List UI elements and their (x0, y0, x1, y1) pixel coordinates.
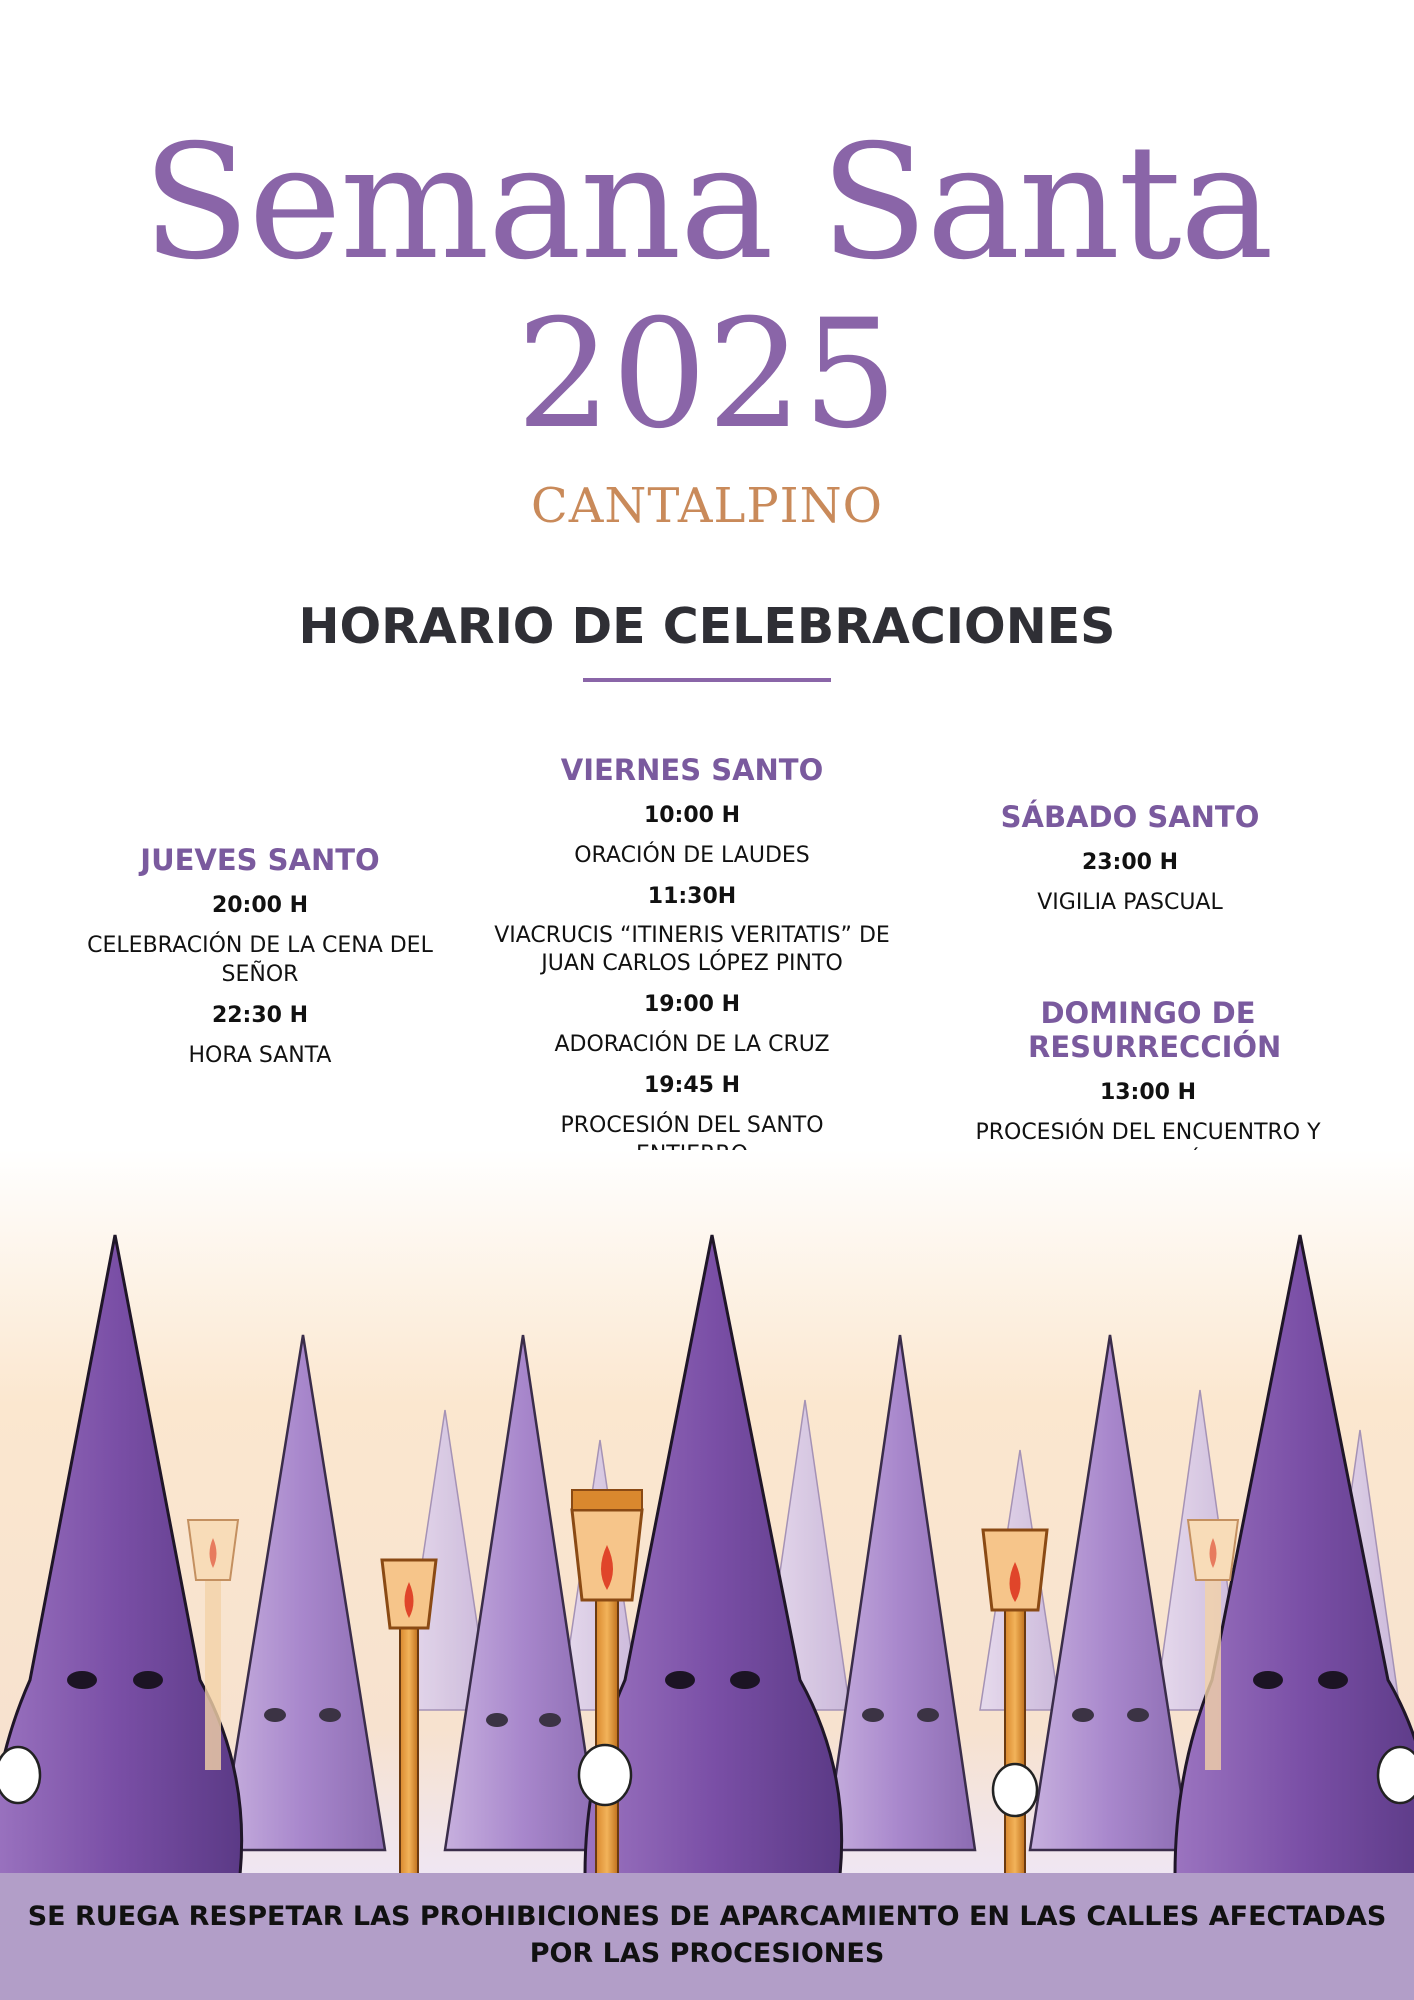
entry-event: PROCESIÓN DEL ENCUENTRO Y (975, 1120, 1321, 1145)
entry-time: 13:00 H (1099, 1080, 1197, 1105)
schedule-heading: HORARIO DE CELEBRACIONES (298, 598, 1116, 655)
sabado-santo-column (950, 800, 1310, 931)
day-title-sabado: SÁBADO SANTO (1000, 800, 1260, 834)
entry-event: CELEBRACIÓN DE LA CENA DEL SEÑOR (87, 933, 433, 987)
entry-event: ADORACIÓN DE LA CRUZ (554, 1032, 830, 1057)
day-title-jueves: JUEVES SANTO (140, 843, 380, 877)
viernes-santo-column (487, 753, 897, 1183)
entry-event: PROCESIÓN DEL SANTO (560, 1113, 824, 1138)
jueves-santo-column (60, 843, 460, 1084)
title-line-2: 2025 (516, 288, 898, 462)
title-line-1: Semana Santa (142, 111, 1272, 295)
entry-time: 10:00 H (643, 803, 741, 828)
entry-time: 23:00 H (1081, 850, 1179, 875)
entry-time: 19:45 H (643, 1073, 741, 1098)
entry-event: VIGILIA PASCUAL (1037, 890, 1223, 915)
entry-event: ORACIÓN DE LAUDES (574, 843, 810, 868)
entry-time: 20:00 H (211, 893, 309, 918)
day-title-domingo: DOMINGO DE RESURRECCIÓN (1028, 996, 1282, 1064)
entry-event: VIACRUCIS “ITINERIS VERITATIS” DE JUAN CARLOS LÓPEZ PINTO (494, 923, 890, 976)
town-name: CANTALPINO (531, 478, 883, 534)
nazarenos-procession-illustration (0, 1150, 1414, 1875)
entry-time: 19:00 H (643, 992, 741, 1017)
day-title-viernes: VIERNES SANTO (560, 753, 824, 787)
entry-event: HORA SANTA (188, 1043, 332, 1068)
heading-divider (583, 678, 831, 682)
entry-time: 22:30 H (211, 1003, 309, 1028)
entry-time: 11:30H (647, 884, 737, 909)
parking-notice: SE RUEGA RESPETAR LAS PROHIBICIONES DE APARCAMIENTO EN LAS CALLES AFECTADAS POR LAS PROCESIONES (27, 1901, 1387, 1969)
